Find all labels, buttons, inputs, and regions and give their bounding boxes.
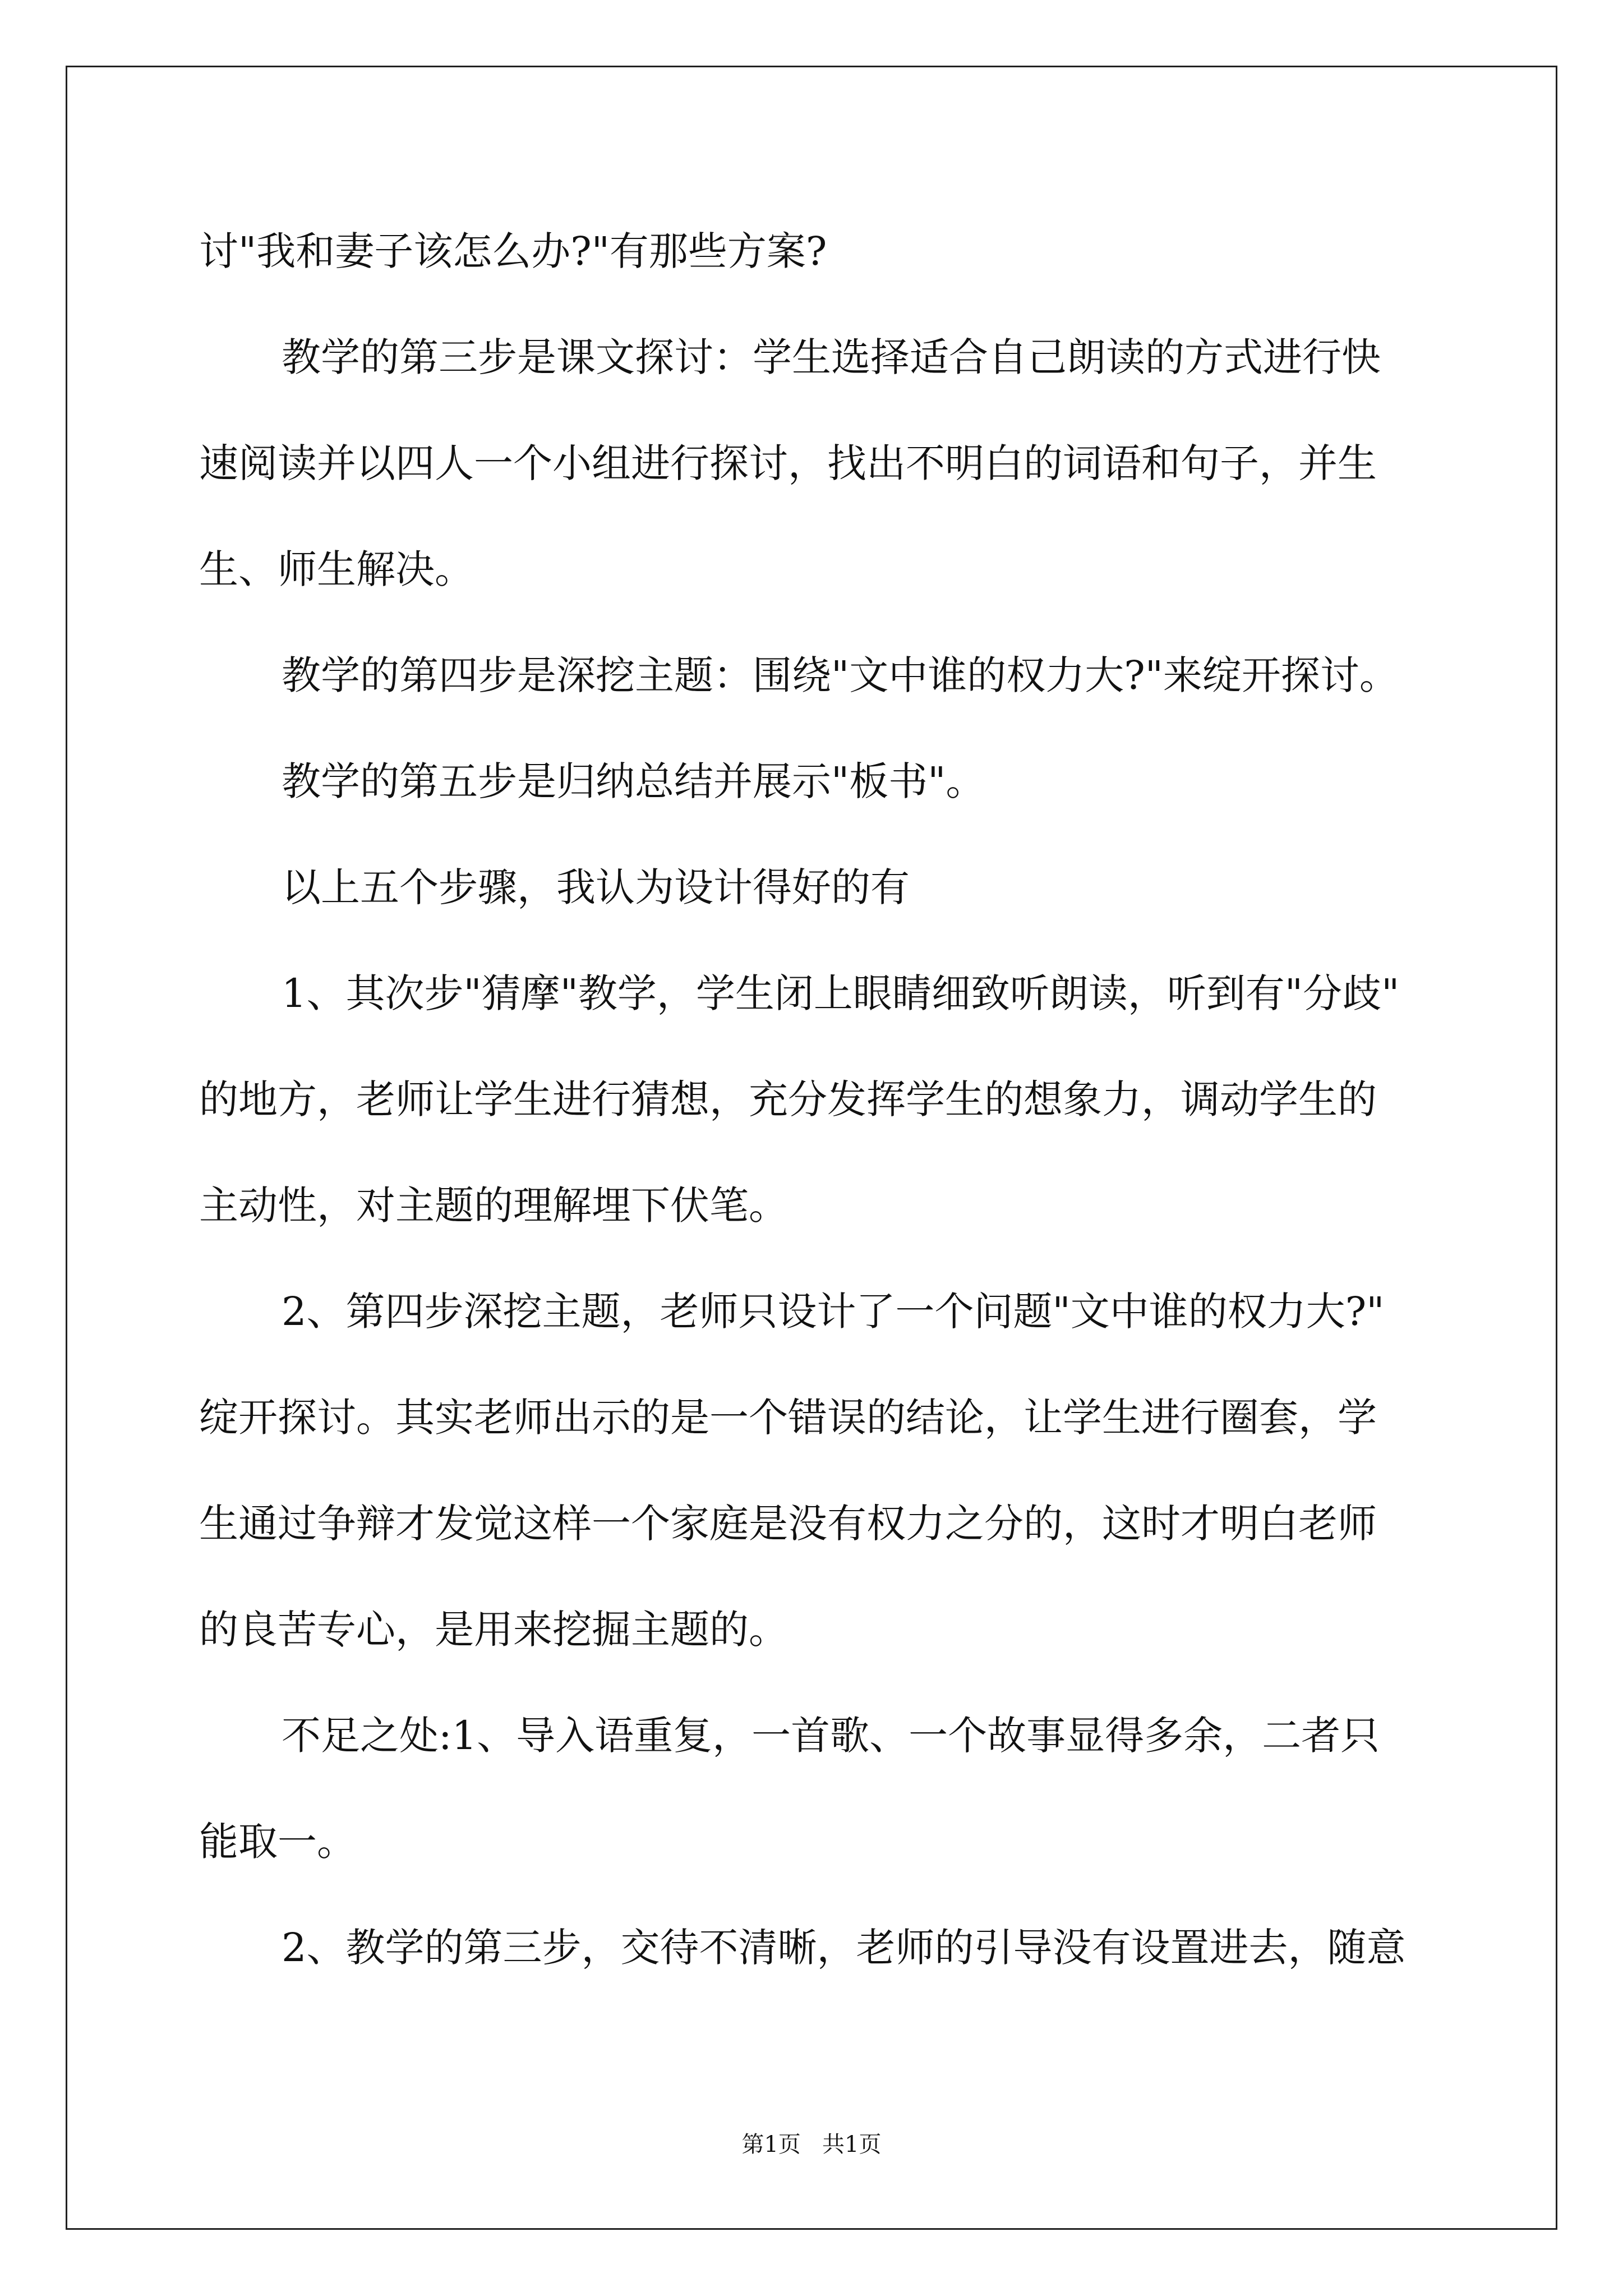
text-line-5: 教学的第四步是深挖主题：围绕"文中谁的权力大?"来绽开探讨。 bbox=[282, 652, 1399, 698]
text-line-16: 能取一。 bbox=[199, 1819, 356, 1865]
text-line-13: 生通过争辩才发觉这样一个家庭是没有权力之分的，这时才明白老师 bbox=[199, 1501, 1377, 1547]
text-line-9: 的地方，老师让学生进行猜想，充分发挥学生的想象力，调动学生的 bbox=[199, 1076, 1377, 1122]
text-line-2: 教学的第三步是课文探讨：学生选择适合自己朗读的方式进行快 bbox=[282, 334, 1381, 380]
text-line-1: 讨"我和妻子该怎么办?"有那些方案? bbox=[199, 228, 827, 274]
text-line-11: 2、第四步深挖主题，老师只设计了一个问题"文中谁的权力大?" bbox=[282, 1289, 1385, 1335]
text-line-7: 以上五个步骤，我认为设计得好的有 bbox=[282, 864, 910, 910]
page-border bbox=[66, 66, 1557, 2230]
text-line-4: 生、师生解决。 bbox=[199, 546, 474, 592]
text-line-12: 绽开探讨。其实老师出示的是一个错误的结论，让学生进行圈套，学 bbox=[199, 1395, 1377, 1441]
text-line-17: 2、教学的第三步，交待不清晰，老师的引导没有设置进去，随意 bbox=[282, 1925, 1406, 1971]
text-line-3: 速阅读并以四人一个小组进行探讨，找出不明白的词语和句子，并生 bbox=[199, 440, 1377, 486]
text-line-14: 的良苦专心，是用来挖掘主题的。 bbox=[199, 1607, 788, 1653]
text-line-15: 不足之处:1、导入语重复，一首歌、一个故事显得多余，二者只 bbox=[282, 1713, 1380, 1759]
page-number-footer: 第1页 共1页 bbox=[741, 2132, 882, 2157]
text-line-6: 教学的第五步是归纳总结并展示"板书"。 bbox=[282, 758, 985, 804]
text-line-10: 主动性，对主题的理解埋下伏笔。 bbox=[199, 1182, 788, 1228]
text-line-8: 1、其次步"猜摩"教学，学生闭上眼睛细致听朗读，听到有"分歧" bbox=[282, 970, 1400, 1016]
